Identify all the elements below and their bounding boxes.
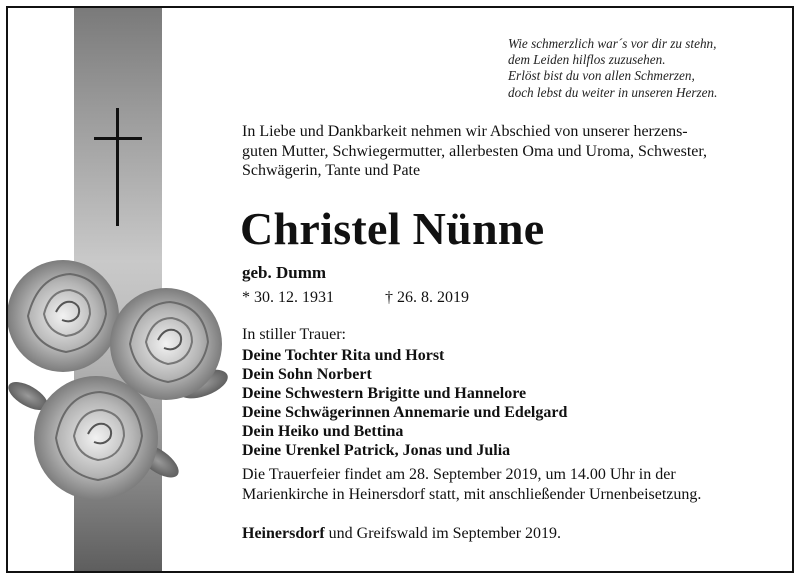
poem-line: dem Leiden hilflos zuzusehen. [508,52,666,68]
mourner-line: Dein Sohn Norbert [242,366,372,383]
intro-line: In Liebe und Dankbarkeit nehmen wir Abschied von unserer herzens- [242,123,688,140]
roses-icon [8,246,230,508]
cross-icon [94,108,142,226]
intro-line: Schwägerin, Tante und Pate [242,162,421,179]
ceremony-text [242,465,772,504]
poem-line: doch lebst du weiter in unseren Herzen. [508,84,718,100]
life-dates [242,289,469,307]
ceremony-line: Marienkirche in Heinersdorf statt, mit anschließender Urnenbeisetzung. [242,485,702,503]
mourning-label: In stiller Trauer: [242,326,346,343]
intro-line: guten Mutter, Schwiegermutter, allerbesten Oma und Uroma, Schwester, [242,142,708,160]
closing-place: Heinersdorf [242,525,325,542]
ceremony-line: Die Trauerfeier findet am 28. September 2019, um 14.00 Uhr in der [242,466,676,483]
born-name: geb. Dumm [242,263,327,282]
mourner-line: Dein Heiko und Bettina [242,423,404,440]
poem-line: Wie schmerzlich war´s vor dir zu stehn, [508,36,717,51]
mourner-line: Deine Schwestern Brigitte und Hannelore [242,385,527,402]
obituary-card [6,6,794,573]
mourner-line: Deine Schwägerinnen Annemarie und Edelgard [242,404,568,421]
poem [508,36,756,101]
poem-line: Erlöst bist du von allen Schmerzen, [508,68,695,84]
closing-rest: und Greifswald im September 2019. [324,525,562,542]
closing-line [242,525,561,543]
intro-text [242,122,772,181]
death-date: † 26. 8. 2019 [385,289,469,306]
birth-date: * 30. 12. 1931 [242,289,334,306]
mourner-line: Deine Urenkel Patrick, Jonas und Julia [242,442,511,459]
mourners-list [242,346,567,460]
deceased-name: Christel Nünne [240,203,545,254]
mourner-line: Deine Tochter Rita und Horst [242,347,445,364]
